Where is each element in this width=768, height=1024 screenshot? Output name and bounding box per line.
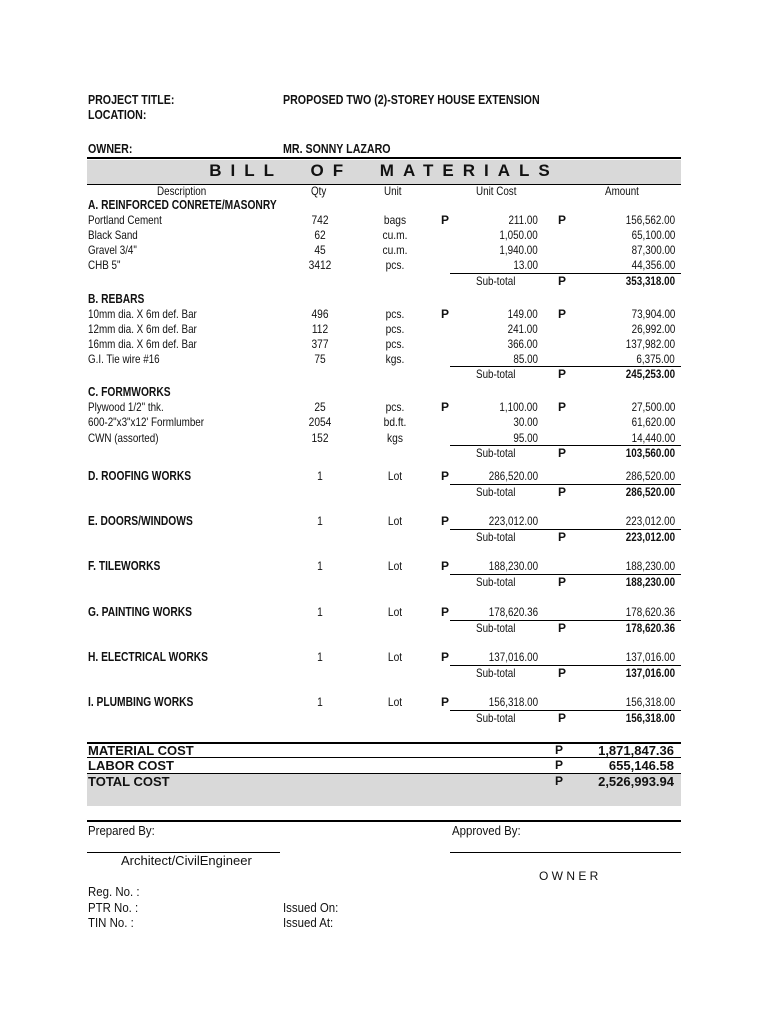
section-title: C. FORMWORKS [88, 385, 171, 400]
item-unit: cu.m. [382, 228, 408, 243]
reg-no-label: Reg. No. : [88, 884, 140, 899]
section-title: E. DOORS/WINDOWS [88, 514, 193, 529]
item-qty: 2054 [308, 415, 332, 430]
unit-cost-peso: P [441, 306, 450, 321]
subtotal-label: Sub-total [476, 485, 516, 499]
lot-unit-cost: 156,318.00 [488, 695, 538, 709]
item-amount: 65,100.00 [631, 228, 675, 243]
subtotal-amount: 156,318.00 [625, 711, 675, 725]
col-unit-cost: Unit Cost [476, 184, 517, 198]
item-unit-cost: 30.00 [513, 415, 538, 430]
subtotal-peso: P [558, 665, 567, 680]
unit-cost-peso: P [441, 649, 450, 664]
subtotal-amount: 245,253.00 [625, 367, 675, 382]
unit-cost-peso: P [441, 469, 450, 483]
item-description: 10mm dia. X 6m def. Bar [88, 306, 197, 321]
unit-cost-peso: P [441, 400, 450, 415]
title-top-rule [87, 157, 681, 159]
subtotal-label: Sub-total [476, 530, 516, 545]
lot-qty: 1 [317, 514, 323, 529]
item-unit-cost: 1,050.00 [499, 228, 538, 243]
item-description: CHB 5" [88, 258, 121, 273]
project-title-label: PROJECT TITLE: [88, 92, 175, 107]
material-cost-peso: P [555, 743, 564, 757]
item-qty: 742 [311, 213, 329, 228]
subtotal-amount: 286,520.00 [625, 485, 675, 499]
item-unit: pcs. [385, 400, 405, 415]
approver-signature-line [450, 852, 681, 853]
item-unit-cost: 211.00 [508, 213, 538, 228]
section-title: B. REBARS [88, 291, 145, 306]
item-amount: 14,440.00 [631, 430, 675, 445]
total-cost-label: TOTAL COST [88, 774, 170, 789]
item-unit-cost: 241.00 [507, 321, 538, 336]
section-title: A. REINFORCED CONRETE/MASONRY [88, 198, 277, 212]
unit-cost-peso: P [441, 695, 450, 709]
owner-label: OWNER: [88, 141, 133, 156]
subtotal-peso: P [558, 485, 567, 499]
lot-qty: 1 [317, 649, 323, 664]
item-unit: cu.m. [382, 243, 408, 258]
item-unit-cost: 1,940.00 [499, 243, 538, 258]
lot-qty: 1 [317, 559, 323, 574]
item-description: Black Sand [88, 228, 138, 243]
totals-rule-2 [87, 773, 681, 774]
lot-amount: 137,016.00 [625, 649, 675, 664]
subtotal-peso: P [558, 575, 567, 590]
lot-unit: Lot [387, 559, 403, 574]
lot-unit: Lot [387, 469, 403, 483]
col-qty: Qty [311, 184, 327, 198]
item-description: 16mm dia. X 6m def. Bar [88, 336, 197, 351]
project-title-value: PROPOSED TWO (2)-STOREY HOUSE EXTENSION [283, 92, 540, 107]
col-unit: Unit [384, 184, 402, 198]
subtotal-label: Sub-total [476, 665, 516, 680]
item-description: Gravel 3/4" [88, 243, 137, 258]
item-amount: 26,992.00 [631, 321, 675, 336]
item-unit: bags [383, 213, 407, 228]
subtotal-label: Sub-total [476, 367, 516, 382]
item-amount: 6,375.00 [636, 352, 675, 366]
lot-unit: Lot [387, 604, 403, 619]
lot-amount: 286,520.00 [625, 469, 675, 483]
item-unit-cost: 13.00 [513, 258, 538, 273]
item-description: 600-2"x3"x12' Formlumber [88, 415, 205, 430]
total-band [87, 773, 681, 806]
item-unit-cost: 149.00 [507, 306, 538, 321]
item-description: Portland Cement [88, 213, 162, 228]
labor-cost-peso: P [555, 758, 564, 772]
item-unit-cost: 1,100.00 [499, 400, 538, 415]
lot-unit-cost: 137,016.00 [488, 649, 538, 664]
item-qty: 496 [311, 306, 329, 321]
item-unit: pcs. [385, 321, 405, 336]
item-qty: 112 [311, 321, 329, 336]
ptr-no-label: PTR No. : [88, 900, 139, 915]
item-description: G.I. Tie wire #16 [88, 352, 160, 366]
subtotal-amount: 137,016.00 [625, 665, 675, 680]
item-unit-cost: 366.00 [507, 336, 538, 351]
section-title: G. PAINTING WORKS [88, 604, 193, 619]
bom-title: BILL OF MATERIALS [209, 161, 559, 180]
lot-qty: 1 [317, 604, 323, 619]
item-amount: 87,300.00 [631, 243, 675, 258]
preparer-title: Architect/CivilEngineer [121, 853, 252, 868]
col-amount: Amount [605, 184, 639, 198]
subtotal-label: Sub-total [476, 273, 516, 288]
item-description: CWN (assorted) [88, 430, 159, 445]
item-description: Plywood 1/2" thk. [88, 400, 164, 415]
prepared-by-label: Prepared By: [88, 823, 155, 838]
lot-unit-cost: 188,230.00 [488, 559, 538, 574]
item-amount: 156,562.00 [625, 213, 675, 228]
item-amount: 44,356.00 [631, 258, 675, 273]
subtotal-peso: P [558, 530, 567, 545]
lot-unit: Lot [387, 649, 403, 664]
material-cost-value: 1,871,847.36 [598, 743, 674, 758]
labor-cost-label: LABOR COST [88, 758, 174, 773]
section-title: D. ROOFING WORKS [88, 469, 192, 483]
lot-amount: 223,012.00 [625, 514, 675, 529]
item-unit-cost: 95.00 [513, 430, 538, 445]
lot-amount: 156,318.00 [625, 695, 675, 709]
item-qty: 25 [314, 400, 326, 415]
signature-top-rule [87, 820, 681, 822]
item-unit: bd.ft. [383, 415, 407, 430]
owner-value: MR. SONNY LAZARO [283, 141, 391, 156]
item-qty: 3412 [308, 258, 332, 273]
subtotal-label: Sub-total [476, 711, 516, 725]
approved-by-label: Approved By: [452, 823, 521, 838]
owner-signature-label: O W N E R [539, 869, 599, 883]
section-title: H. ELECTRICAL WORKS [88, 649, 208, 664]
item-qty: 152 [311, 430, 329, 445]
labor-cost-value: 655,146.58 [608, 758, 674, 773]
item-qty: 377 [311, 336, 329, 351]
subtotal-peso: P [558, 445, 567, 460]
item-amount: 137,982.00 [625, 336, 675, 351]
item-unit-cost: 85.00 [513, 352, 538, 366]
subtotal-amount: 188,230.00 [625, 575, 675, 590]
lot-unit: Lot [387, 695, 403, 709]
unit-cost-peso: P [441, 559, 450, 574]
subtotal-amount: 178,620.36 [625, 620, 675, 635]
item-qty: 45 [314, 243, 326, 258]
item-unit: pcs. [385, 306, 405, 321]
lot-unit-cost: 223,012.00 [488, 514, 538, 529]
unit-cost-peso: P [441, 213, 450, 228]
unit-cost-peso: P [441, 514, 450, 529]
section-title: I. PLUMBING WORKS [88, 695, 194, 709]
location-label: LOCATION: [88, 107, 147, 122]
item-qty: 75 [314, 352, 326, 366]
item-qty: 62 [314, 228, 326, 243]
item-amount: 61,620.00 [631, 415, 675, 430]
lot-qty: 1 [317, 695, 323, 709]
col-description: Description [157, 184, 207, 198]
tin-no-label: TIN No. : [88, 915, 134, 930]
lot-amount: 178,620.36 [625, 604, 675, 619]
unit-cost-peso: P [441, 604, 450, 619]
section-title: F. TILEWORKS [88, 559, 161, 574]
lot-unit: Lot [387, 514, 403, 529]
subtotal-amount: 103,560.00 [625, 445, 675, 460]
subtotal-peso: P [558, 273, 567, 288]
item-unit: kgs [387, 430, 403, 445]
subtotal-amount: 223,012.00 [625, 530, 675, 545]
subtotal-peso: P [558, 367, 567, 382]
subtotal-amount: 353,318.00 [625, 273, 675, 288]
subtotal-peso: P [558, 620, 567, 635]
issued-on-label: Issued On: [283, 900, 339, 915]
lot-qty: 1 [317, 469, 323, 483]
subtotal-peso: P [558, 711, 567, 725]
item-amount: 27,500.00 [631, 400, 675, 415]
lot-unit-cost: 286,520.00 [488, 469, 538, 483]
issued-at-label: Issued At: [283, 915, 334, 930]
lot-amount: 188,230.00 [625, 559, 675, 574]
item-amount: 73,904.00 [631, 306, 675, 321]
item-unit: kgs. [385, 352, 405, 366]
subtotal-label: Sub-total [476, 575, 516, 590]
item-description: 12mm dia. X 6m def. Bar [88, 321, 197, 336]
total-cost-peso: P [555, 774, 564, 788]
total-cost-value: 2,526,993.94 [598, 774, 674, 789]
subtotal-label: Sub-total [476, 620, 516, 635]
item-unit: pcs. [385, 258, 405, 273]
material-cost-label: MATERIAL COST [88, 743, 194, 758]
amount-peso: P [558, 213, 567, 228]
lot-unit-cost: 178,620.36 [488, 604, 538, 619]
item-unit: pcs. [385, 336, 405, 351]
amount-peso: P [558, 306, 567, 321]
subtotal-label: Sub-total [476, 445, 516, 460]
amount-peso: P [558, 400, 567, 415]
